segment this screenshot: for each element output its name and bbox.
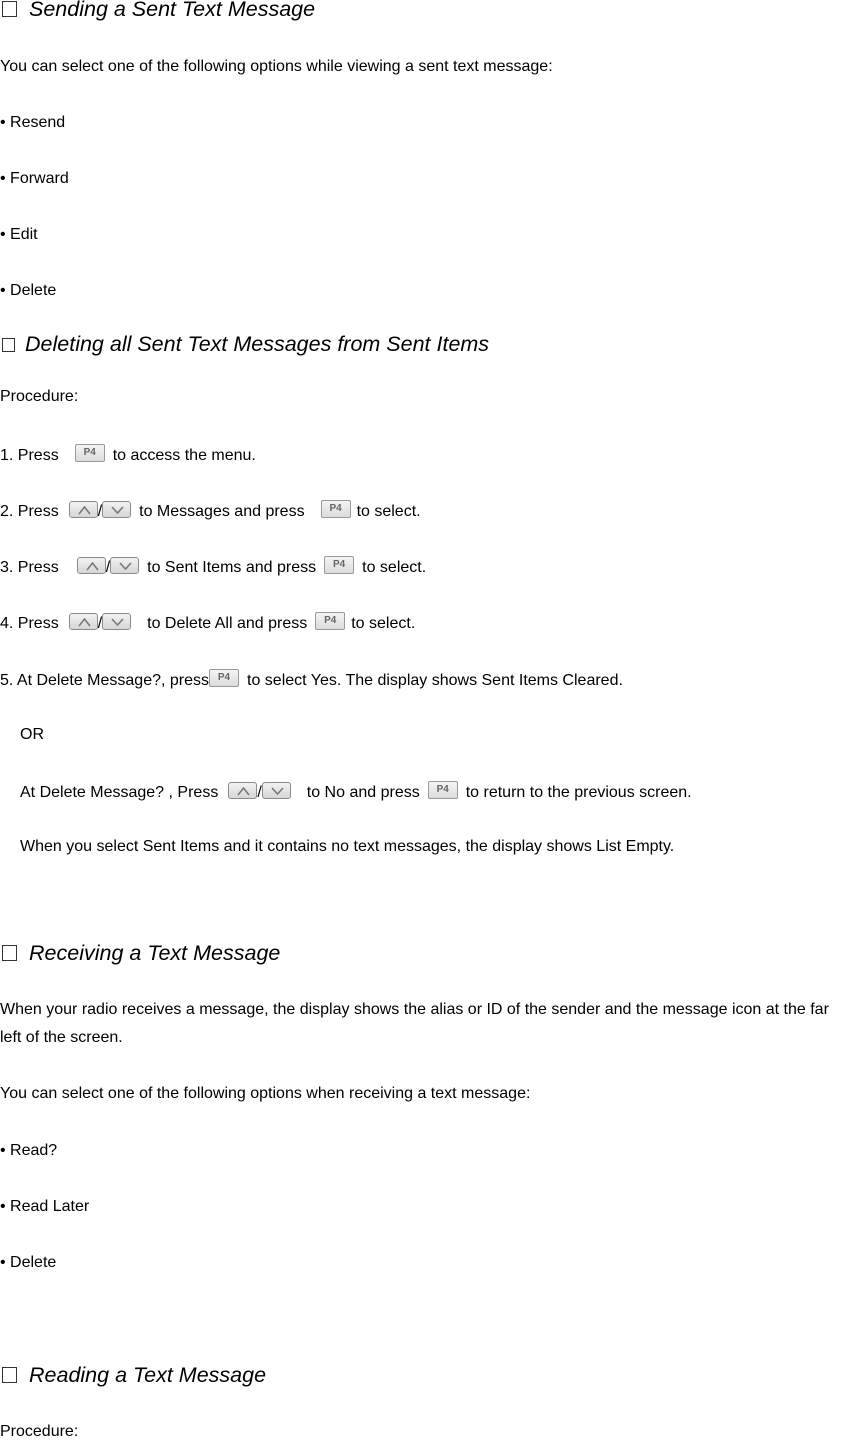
alt-step xyxy=(20,781,692,803)
slash: / xyxy=(97,503,103,520)
p4-key-icon: P4 xyxy=(75,444,105,462)
step-text: 2. Press xyxy=(0,503,59,520)
step-text: At Delete Message? , Press xyxy=(20,784,219,801)
step-text: to select. xyxy=(362,559,427,576)
option-read: • Read? xyxy=(0,1142,58,1159)
heading-text: Receiving a Text Message xyxy=(29,941,281,965)
step-text: 1. Press xyxy=(0,447,59,464)
checkbox-icon xyxy=(2,1,17,17)
option-read-later: • Read Later xyxy=(0,1198,90,1215)
down-arrow-key-icon xyxy=(262,782,291,799)
checkbox-icon xyxy=(2,945,17,961)
step-4 xyxy=(0,612,415,634)
list-empty-note: When you select Sent Items and it contains no text messages, the display shows List Empty. xyxy=(20,838,675,855)
step-text: to select Yes. The display shows Sent Items Cleared. xyxy=(247,672,623,689)
procedure-label: Procedure: xyxy=(0,1423,79,1440)
up-arrow-key-icon xyxy=(228,782,257,799)
p4-key-icon: P4 xyxy=(321,500,351,518)
receiving-intro-line2: left of the screen. xyxy=(0,1029,123,1046)
step-text: to Delete All and press xyxy=(147,615,308,632)
option-edit: • Edit xyxy=(0,226,38,243)
option-delete: • Delete xyxy=(0,1254,57,1271)
down-arrow-key-icon xyxy=(102,501,131,518)
receiving-options-intro: You can select one of the following options when receiving a text message: xyxy=(0,1085,531,1102)
step-text: to select. xyxy=(351,615,416,632)
step-5 xyxy=(0,669,623,691)
step-1 xyxy=(0,444,256,466)
step-3 xyxy=(0,556,426,578)
heading-text: Sending a Sent Text Message xyxy=(29,0,316,21)
up-arrow-key-icon xyxy=(69,501,98,518)
step-text: 4. Press xyxy=(0,615,59,632)
step-text: 5. At Delete Message?, press xyxy=(0,672,209,689)
p4-key-icon: P4 xyxy=(428,781,458,799)
step-2 xyxy=(0,500,421,522)
procedure-label: Procedure: xyxy=(0,388,79,405)
section-heading-reading xyxy=(0,1363,266,1387)
step-text: to select. xyxy=(356,503,421,520)
step-text: to No and press xyxy=(306,784,420,801)
section-heading-deleting xyxy=(0,332,489,356)
option-resend: • Resend xyxy=(0,114,66,131)
down-arrow-key-icon xyxy=(102,613,131,630)
sending-intro: You can select one of the following options while viewing a sent text message: xyxy=(0,58,553,75)
section-heading-sending xyxy=(0,0,315,21)
p4-key-icon: P4 xyxy=(209,669,239,687)
slash: / xyxy=(105,559,111,576)
heading-text: Deleting all Sent Text Messages from Sent Items xyxy=(25,332,490,356)
option-forward: • Forward xyxy=(0,170,69,187)
checkbox-icon xyxy=(2,1367,17,1383)
checkbox-icon xyxy=(2,338,15,352)
up-arrow-key-icon xyxy=(77,557,106,574)
p4-key-icon: P4 xyxy=(324,556,354,574)
step-text: 3. Press xyxy=(0,559,59,576)
section-heading-receiving xyxy=(0,941,280,965)
slash: / xyxy=(257,784,262,801)
option-delete: • Delete xyxy=(0,282,57,299)
up-arrow-key-icon xyxy=(69,613,98,630)
heading-text: Reading a Text Message xyxy=(29,1363,267,1387)
slash: / xyxy=(97,615,103,632)
step-text: to access the menu. xyxy=(112,447,256,464)
step-text: to Messages and press xyxy=(139,503,305,520)
down-arrow-key-icon xyxy=(110,557,139,574)
receiving-intro-line1: When your radio receives a message, the display shows the alias or ID of the sender and the message icon at the far xyxy=(0,1001,829,1018)
step-text: to Sent Items and press xyxy=(147,559,317,576)
p4-key-icon: P4 xyxy=(315,612,345,630)
or-label: OR xyxy=(20,726,44,743)
step-text: to return to the previous screen. xyxy=(465,784,692,801)
